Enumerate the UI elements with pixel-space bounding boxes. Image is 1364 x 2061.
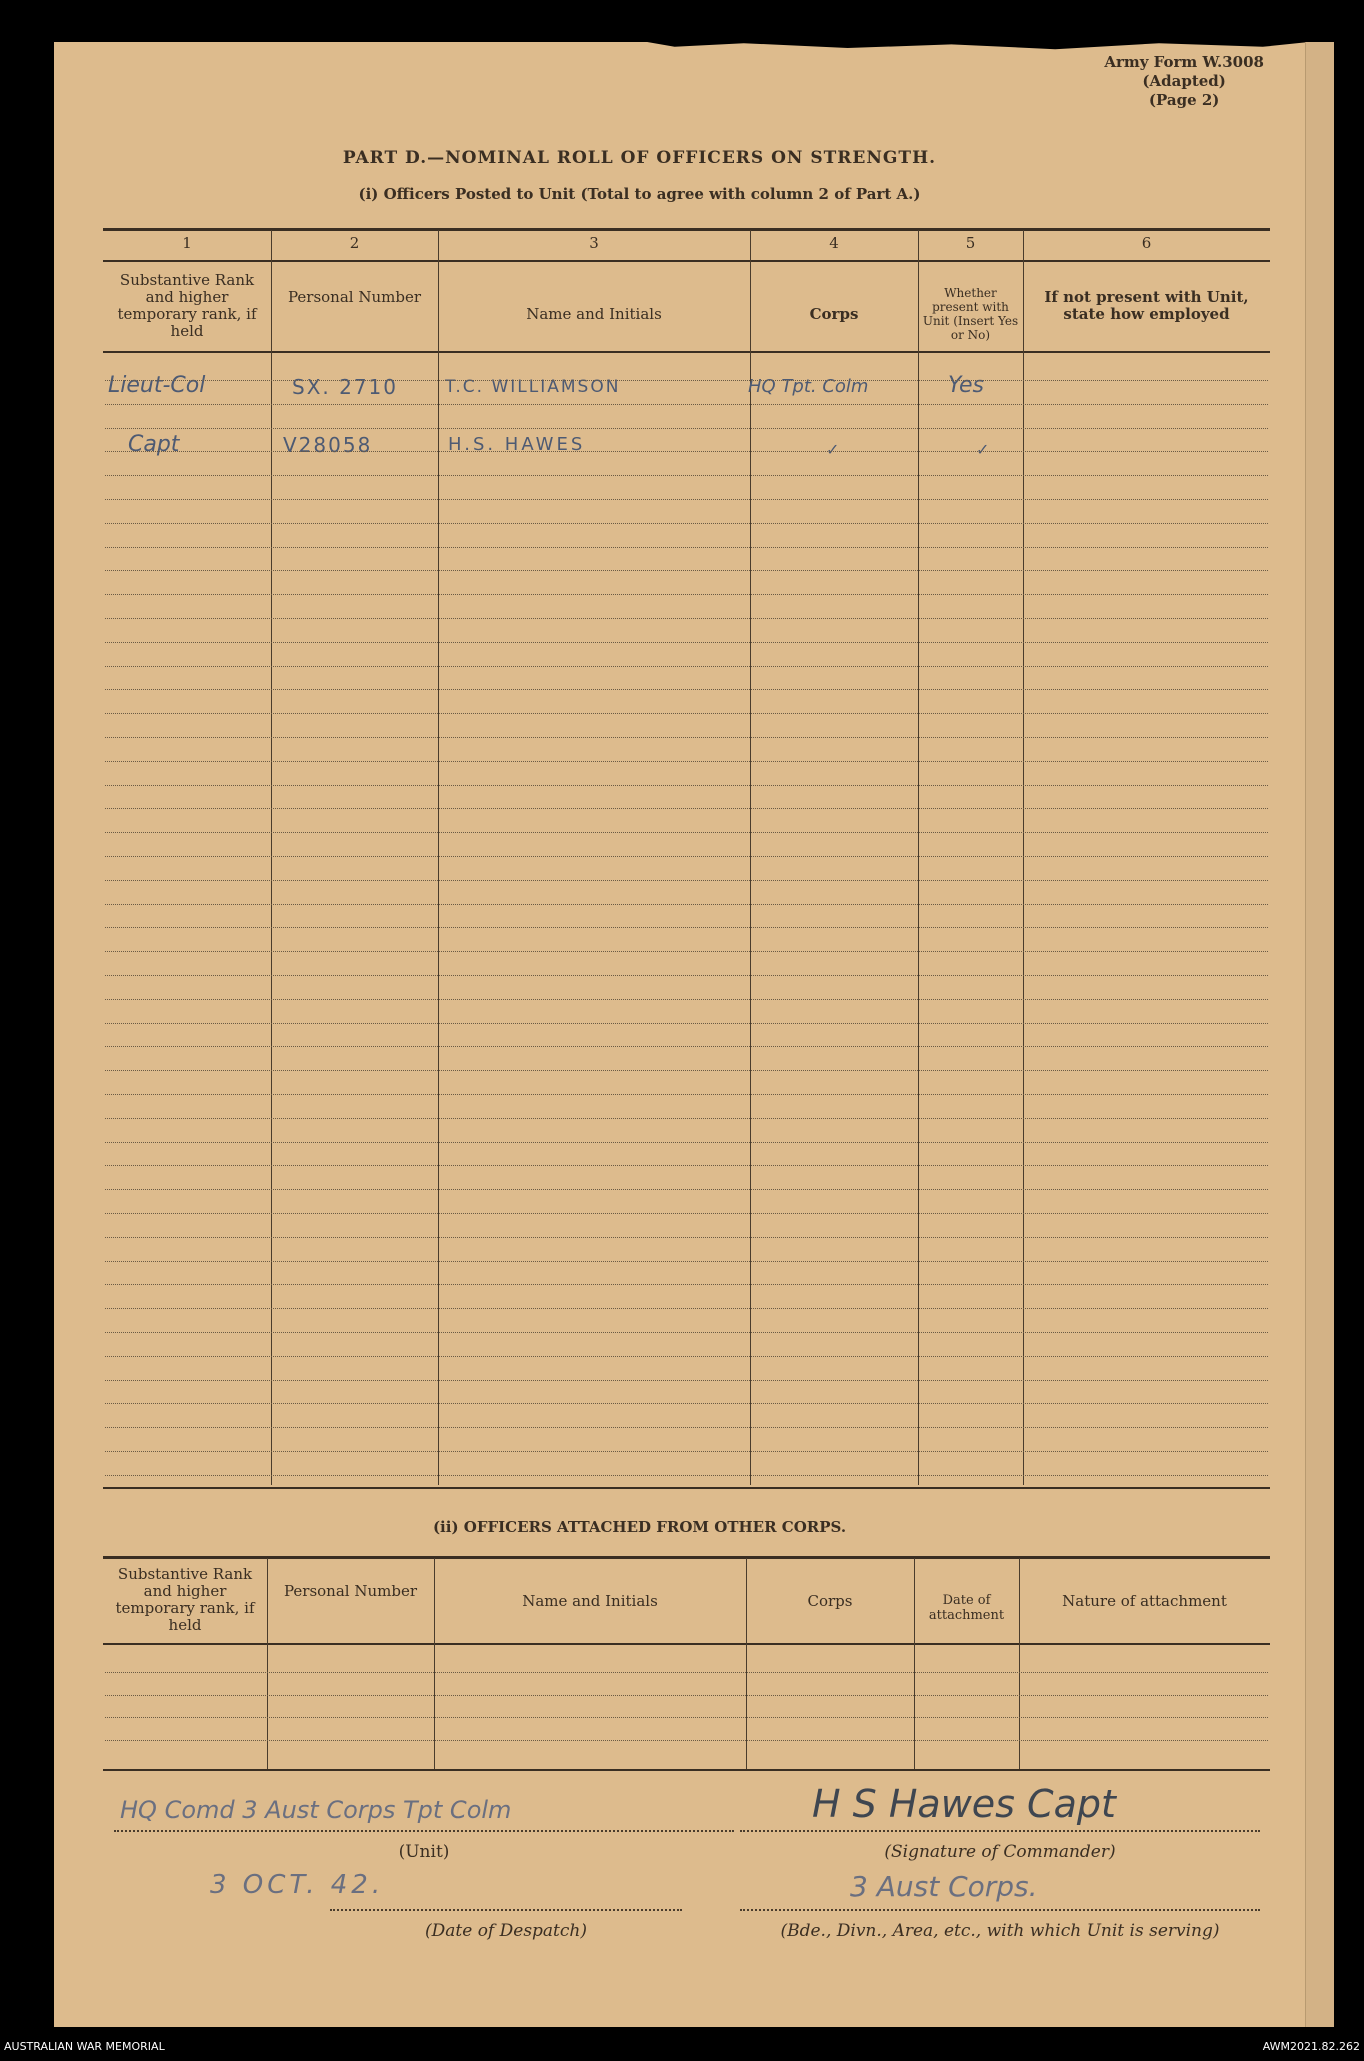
col-number-2: 2 (349, 234, 360, 252)
header-personal-number: Personal Number (287, 288, 422, 306)
form-adapted: (Adapted) (1142, 72, 1226, 90)
header-present: Whether present with Unit (Insert Yes or No) (922, 286, 1019, 342)
ruled-line (105, 428, 1268, 429)
t2-header-date: Date of attachment (928, 1593, 1005, 1623)
ruled-line (105, 380, 1268, 381)
ruled-line (105, 499, 1268, 500)
formation-label: (Bde., Divn., Area, etc., with which Unit is serving) (780, 1921, 1220, 1941)
ruled-line (105, 1213, 1268, 1214)
ruled-line (105, 1023, 1268, 1024)
row1-number: SX. 2710 (292, 375, 399, 399)
ruled-line (105, 451, 1268, 452)
unit-label: (Unit) (398, 1842, 450, 1862)
archive-footer-right: AWM2021.82.262 (1262, 2040, 1360, 2053)
ruled-line (105, 404, 1268, 405)
col-number-1: 1 (182, 234, 192, 252)
ruled-line (105, 1427, 1268, 1428)
form-page: (Page 2) (1148, 91, 1220, 109)
ruled-line (105, 1332, 1268, 1333)
col-number-4: 4 (829, 234, 839, 252)
ruled-line (105, 1284, 1268, 1285)
ruled-line (105, 594, 1268, 595)
section1-heading: (i) Officers Posted to Unit (Total to agree with column 2 of Part A.) (358, 185, 921, 203)
signature-line (740, 1830, 1260, 1832)
ruled-line (105, 832, 1268, 833)
ruled-line (105, 999, 1268, 1000)
header-how-employed: If not present with Unit, state how employed (1044, 288, 1249, 323)
ruled-line (105, 642, 1268, 643)
ruled-line (105, 904, 1268, 905)
header-corps: Corps (809, 305, 859, 323)
row1-present: Yes (948, 373, 985, 398)
ruled-line (105, 761, 1268, 762)
ruled-line (105, 1142, 1268, 1143)
row2-present-ditto: ✓ (976, 440, 990, 459)
ruled-line (105, 1403, 1268, 1404)
row1-name: T.C. WILLIAMSON (445, 377, 621, 397)
ruled-line (105, 1046, 1268, 1047)
ruled-line (105, 1308, 1268, 1309)
row2-corps-ditto: ✓ (826, 440, 840, 459)
t2-header-nature: Nature of attachment (1062, 1592, 1227, 1610)
page-title: PART D.—NOMINAL ROLL OF OFFICERS ON STRENGTH. (342, 148, 937, 168)
ruled-line (105, 1740, 1268, 1741)
section2-heading: (ii) OFFICERS ATTACHED FROM OTHER CORPS. (432, 1518, 847, 1536)
t2-header-name: Name and Initials (522, 1592, 658, 1610)
ruled-line (105, 737, 1268, 738)
ruled-line (105, 666, 1268, 667)
ruled-line (105, 1165, 1268, 1166)
date-label: (Date of Despatch) (425, 1921, 587, 1941)
ruled-line (105, 1451, 1268, 1452)
row1-rank: Lieut-Col (108, 373, 206, 398)
ruled-line (105, 547, 1268, 548)
ruled-line (105, 1380, 1268, 1381)
ruled-line (105, 1070, 1268, 1071)
ruled-line (105, 475, 1268, 476)
date-value: 3 OCT. 42. (210, 1870, 385, 1900)
ruled-line (105, 856, 1268, 857)
ruled-line (105, 1261, 1268, 1262)
unit-value: HQ Comd 3 Aust Corps Tpt Colm (120, 1796, 512, 1824)
ruled-line (105, 618, 1268, 619)
ruled-line (105, 713, 1268, 714)
unit-line (114, 1830, 734, 1832)
ruled-line (105, 689, 1268, 690)
form-number: Army Form W.3008 (1104, 53, 1264, 71)
ruled-line (105, 927, 1268, 928)
ruled-line (105, 1356, 1268, 1357)
row2-number: V28058 (283, 433, 373, 457)
ruled-line (105, 523, 1268, 524)
row1-corps: HQ Tpt. Colm (748, 376, 869, 397)
signature-label: (Signature of Commander) (884, 1842, 1116, 1862)
ruled-line (105, 1118, 1268, 1119)
row2-rank: Capt (128, 432, 180, 457)
col-number-3: 3 (589, 234, 599, 252)
signature-value: H S Hawes Capt (812, 1782, 1116, 1826)
t2-header-corps: Corps (807, 1592, 853, 1610)
date-line (330, 1909, 682, 1911)
ruled-line (105, 808, 1268, 809)
archive-footer-left: AUSTRALIAN WAR MEMORIAL (4, 2040, 165, 2053)
ruled-line (105, 880, 1268, 881)
ruled-line (105, 1695, 1268, 1696)
ruled-line (105, 1475, 1268, 1476)
t2-header-rank: Substantive Rank and higher temporary rank, if held (115, 1565, 255, 1634)
form-reference (1104, 53, 1264, 110)
ruled-line (105, 570, 1268, 571)
ruled-line (105, 1672, 1268, 1673)
formation-line (740, 1909, 1260, 1911)
ruled-line (105, 975, 1268, 976)
ruled-line (105, 1094, 1268, 1095)
ruled-line (105, 785, 1268, 786)
row2-name: H.S. HAWES (448, 434, 586, 455)
header-name: Name and Initials (526, 305, 662, 323)
formation-value: 3 Aust Corps. (850, 1870, 1038, 1903)
ruled-line (105, 1717, 1268, 1718)
header-rank: Substantive Rank and higher temporary rank, if held (117, 271, 257, 340)
ruled-line (105, 1189, 1268, 1190)
col-number-5: 5 (965, 234, 976, 252)
ruled-line (105, 1237, 1268, 1238)
col-number-6: 6 (1141, 234, 1152, 252)
underlying-page-edge (1305, 42, 1334, 2027)
t2-header-personal-number: Personal Number (283, 1582, 418, 1600)
ruled-line (105, 951, 1268, 952)
